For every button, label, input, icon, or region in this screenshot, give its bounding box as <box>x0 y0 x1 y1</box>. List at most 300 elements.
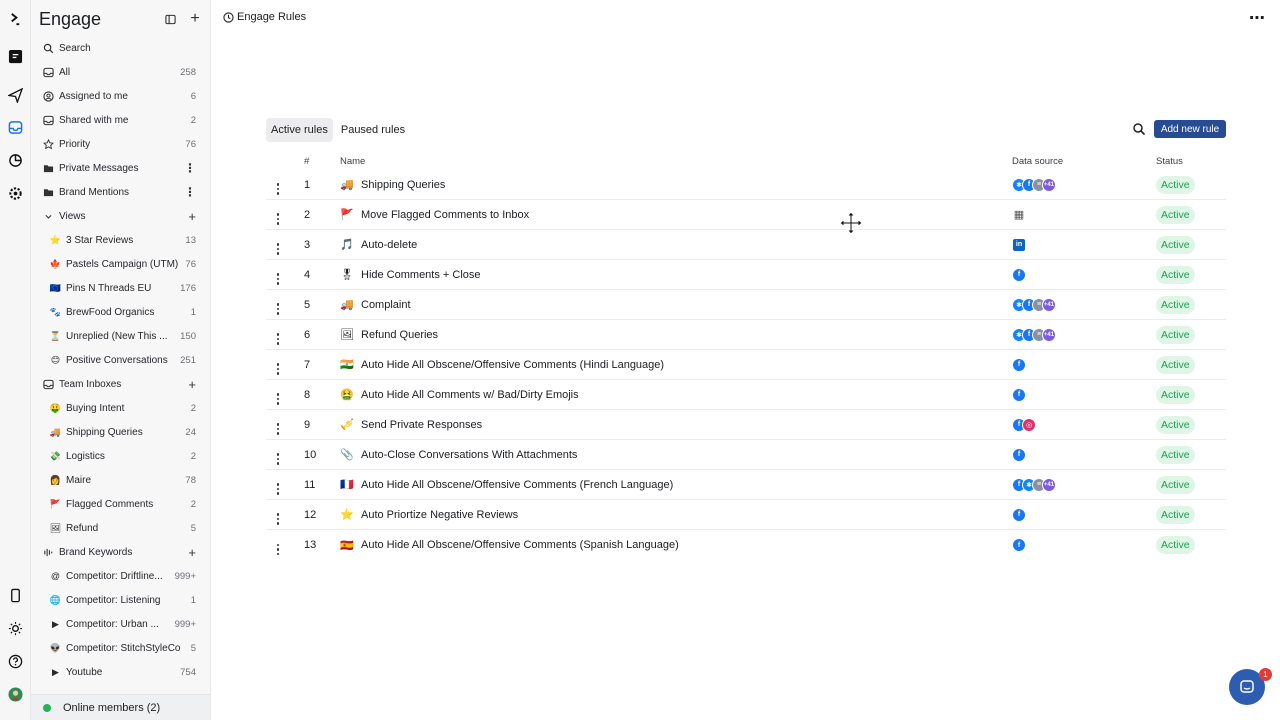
rule-name-cell[interactable] <box>340 238 1012 252</box>
data-source-cell <box>1012 478 1156 492</box>
rules-icon <box>223 12 234 23</box>
status-badge[interactable]: Active <box>1156 506 1195 524</box>
mobile-icon[interactable] <box>6 586 24 604</box>
table-row[interactable] <box>266 350 1226 380</box>
team-item-icon: 👩 <box>49 474 62 485</box>
table-row[interactable] <box>266 530 1226 560</box>
folder-icon <box>43 163 54 174</box>
sidebar-item-search[interactable] <box>31 36 211 60</box>
row-menu-icon[interactable] <box>266 175 290 195</box>
data-source-cell <box>1012 178 1156 192</box>
views-item-icon: 🐾 <box>49 306 62 317</box>
status-cell <box>1156 506 1226 524</box>
settings-icon[interactable] <box>6 184 24 202</box>
sidebar-item-count: 2 <box>190 402 196 414</box>
table-header <box>266 153 1226 170</box>
rules-tabs <box>266 118 413 142</box>
facebook-icon: f <box>1012 508 1026 522</box>
row-menu-icon[interactable] <box>266 355 290 375</box>
sidebar-item-label: Maire <box>66 474 92 486</box>
row-menu-icon[interactable] <box>266 325 290 345</box>
sidebar-item-label: Shipping Queries <box>66 426 143 438</box>
status-badge[interactable]: Active <box>1156 326 1195 344</box>
views-item-icon: ⏳ <box>49 330 62 341</box>
sidebar-item-label: Private Messages <box>59 162 139 174</box>
facebook-icon: f <box>1012 358 1026 372</box>
row-menu-icon[interactable] <box>266 295 290 315</box>
row-menu-icon[interactable] <box>266 205 290 225</box>
rule-name-wrap <box>340 508 1012 522</box>
status-cell <box>1156 476 1226 494</box>
sidebar-section-label: Team Inboxes <box>59 378 122 390</box>
linkedin-icon: in <box>1012 238 1026 252</box>
facebook-icon: f <box>1012 388 1026 402</box>
table-row[interactable] <box>266 500 1226 530</box>
header-status: Status <box>1156 156 1183 167</box>
rule-name-wrap <box>340 328 1012 342</box>
row-menu-icon[interactable] <box>266 235 290 255</box>
rule-name: Complaint <box>361 298 411 311</box>
rule-name-cell[interactable] <box>340 538 1012 552</box>
rule-name-cell[interactable] <box>340 448 1012 462</box>
chevron-down-icon <box>43 211 54 222</box>
add-icon[interactable]: + <box>190 10 200 27</box>
data-source-icons <box>1012 178 1156 192</box>
add-keywords-icon[interactable]: + <box>188 544 196 560</box>
chat-unread-badge: 1 <box>1259 668 1272 681</box>
search-rules-icon[interactable] <box>1132 122 1146 136</box>
sidebar-item-count: 76 <box>185 258 196 270</box>
team-item-icon: 🚩 <box>49 498 62 509</box>
data-source-cell <box>1012 448 1156 462</box>
sidebar-keywords-item[interactable] <box>31 612 211 636</box>
rule-emoji-icon: 🤮 <box>340 389 354 401</box>
search-icon <box>43 43 54 54</box>
facebook-icon: f <box>1022 298 1036 312</box>
row-menu-icon[interactable] <box>266 385 290 405</box>
data-source-cell <box>1012 418 1156 432</box>
row-menu-icon[interactable] <box>266 505 290 525</box>
keywords-item-icon: @ <box>50 571 61 581</box>
user-avatar[interactable] <box>6 685 24 703</box>
sidebar-item-count: 6 <box>190 90 196 102</box>
user-icon <box>43 91 54 102</box>
table-row[interactable] <box>266 290 1226 320</box>
online-members-label: Online members (2) <box>63 701 161 714</box>
rule-name: Refund Queries <box>361 328 439 341</box>
table-row[interactable] <box>266 230 1226 260</box>
sidebar-item-private-messages[interactable] <box>31 156 211 180</box>
send-icon[interactable] <box>6 86 24 104</box>
bluesky-icon: ✱ <box>1012 298 1026 312</box>
data-source-icons <box>1012 388 1156 402</box>
rule-name-cell[interactable] <box>340 388 1012 402</box>
channel-icon: ≡ <box>1032 298 1046 312</box>
sidebar-item-label: Youtube <box>66 666 103 678</box>
keywords-item-icon: 👽 <box>49 642 62 653</box>
data-source-icons <box>1012 328 1156 342</box>
table-row[interactable] <box>266 380 1226 410</box>
status-cell <box>1156 206 1226 224</box>
sidebar-item-shared-with-me[interactable] <box>31 108 211 132</box>
more-sources-badge: +41 <box>1042 328 1056 342</box>
rule-emoji-icon: 🇫🇷 <box>340 479 354 491</box>
sidebar-item-count: 24 <box>185 426 196 438</box>
help-icon[interactable] <box>6 652 24 670</box>
rule-name-wrap <box>340 478 1012 492</box>
status-badge[interactable]: Active <box>1156 356 1195 374</box>
sidebar-keywords-item[interactable] <box>31 636 211 660</box>
status-cell <box>1156 326 1226 344</box>
sidebar-item-label: Refund <box>66 522 99 534</box>
rule-number: 7 <box>304 358 311 371</box>
data-source-cell <box>1012 238 1156 252</box>
sidebar-keywords-item[interactable] <box>31 660 211 684</box>
rule-emoji-icon: 🎖 <box>340 269 354 281</box>
channel-icon: ≡ <box>1032 478 1046 492</box>
icon-rail <box>0 0 31 720</box>
sidebar-team-item[interactable] <box>31 492 211 516</box>
sidebar-item-count: 754 <box>180 666 196 678</box>
rule-name: Auto Priortize Negative Reviews <box>361 508 519 521</box>
chat-icon <box>1239 679 1255 695</box>
facebook-icon: f <box>1012 418 1026 432</box>
sidebar-views-item[interactable] <box>31 276 211 300</box>
sidebar-item-label: Competitor: Driftline... <box>66 570 163 582</box>
sidebar-section-label: Brand Keywords <box>59 546 133 558</box>
table-body <box>266 170 1226 560</box>
rule-name-cell[interactable] <box>340 208 1012 222</box>
rule-emoji-icon: 🇪🇸 <box>340 539 354 552</box>
rule-number: 3 <box>304 238 311 251</box>
rule-emoji-icon: 🚩 <box>340 209 354 221</box>
table-row[interactable] <box>266 410 1226 440</box>
sidebar-item-label: Positive Conversations <box>66 354 168 366</box>
sidebar-keywords-item[interactable] <box>31 588 211 612</box>
online-status-dot <box>43 704 51 712</box>
data-source-icons <box>1012 208 1156 222</box>
sidebar-item-label: Unreplied (New This ... <box>66 330 168 342</box>
bluesky-icon: ✱ <box>1012 178 1026 192</box>
rule-emoji-icon: 📎 <box>340 449 354 461</box>
add-new-rule-button[interactable]: Add new rule <box>1154 120 1226 138</box>
views-item-icon: ⭐ <box>49 234 62 245</box>
instagram-icon: ◎ <box>1022 418 1036 432</box>
row-menu-icon[interactable] <box>266 265 290 285</box>
publish-icon[interactable] <box>6 47 24 65</box>
sidebar-item-label: Competitor: Urban ... <box>66 618 159 630</box>
status-badge[interactable]: Active <box>1156 476 1195 494</box>
rule-name-wrap <box>340 268 1012 282</box>
online-members[interactable] <box>31 694 211 720</box>
sidebar-item-count: 78 <box>185 474 196 486</box>
sidebar-item-label: Pins N Threads EU <box>66 282 152 294</box>
page-title: Engage Rules <box>237 11 307 23</box>
team-item-icon: 🤑 <box>49 402 62 413</box>
rule-name-wrap <box>340 208 1012 222</box>
sidebar <box>31 0 211 720</box>
data-source-icons <box>1012 448 1156 462</box>
rule-number: 11 <box>304 478 316 491</box>
sidebar-team-item[interactable] <box>31 396 211 420</box>
rule-number: 2 <box>304 208 311 221</box>
rule-name-wrap <box>340 418 1012 432</box>
logo-icon[interactable] <box>6 10 24 28</box>
sidebar-views-item[interactable] <box>31 252 211 276</box>
rule-name-cell[interactable] <box>340 298 1012 312</box>
rule-name-cell[interactable] <box>340 478 1012 492</box>
channel-icon: ≡ <box>1032 178 1046 192</box>
sidebar-item-count: 5 <box>190 642 196 654</box>
inbox-icon <box>43 67 54 78</box>
rule-emoji-icon: 🇮🇳 <box>340 359 354 371</box>
rule-name: Auto-delete <box>361 238 418 251</box>
sidebar-item-count: 251 <box>180 354 196 366</box>
data-source-icons <box>1012 418 1156 432</box>
sidebar-item-count: 2 <box>190 498 196 510</box>
status-cell <box>1156 356 1226 374</box>
inbox-icon <box>43 115 54 126</box>
sidebar-item-brand-mentions[interactable] <box>31 180 211 204</box>
rule-number: 12 <box>304 508 317 521</box>
status-badge[interactable]: Active <box>1156 266 1195 284</box>
rule-number: 4 <box>304 268 311 281</box>
breadcrumb <box>223 11 306 23</box>
rule-number: 13 <box>304 539 317 551</box>
sidebar-item-assigned-to-me[interactable] <box>31 84 211 108</box>
sidebar-item-priority[interactable] <box>31 132 211 156</box>
engage-inbox-icon[interactable] <box>6 118 24 136</box>
rule-name: Hide Comments + Close <box>361 268 481 281</box>
sidebar-item-label: BrewFood Organics <box>66 306 155 318</box>
data-source-icons <box>1012 298 1156 312</box>
sidebar-item-all[interactable] <box>31 60 211 84</box>
rule-name-cell[interactable] <box>340 268 1012 282</box>
rule-number: 5 <box>304 298 311 311</box>
rule-name-wrap <box>340 358 1012 372</box>
move-cursor-icon <box>839 211 863 235</box>
sidebar-item-count: 5 <box>190 522 196 534</box>
keywords-item-icon: ▶ <box>52 618 59 629</box>
analytics-icon[interactable] <box>6 151 24 169</box>
rule-name-cell[interactable] <box>340 418 1012 432</box>
data-source-icons <box>1012 268 1156 282</box>
sidebar-item-label: 3 Star Reviews <box>66 234 134 246</box>
data-source-cell <box>1012 328 1156 342</box>
rule-name-cell[interactable] <box>340 328 1012 342</box>
status-cell <box>1156 176 1226 194</box>
row-menu-icon[interactable] <box>266 415 290 435</box>
tab-active-rules[interactable]: Active rules <box>266 118 333 142</box>
rule-name-cell[interactable] <box>340 178 1012 192</box>
status-badge[interactable]: Active <box>1156 416 1195 434</box>
sidebar-item-count: 176 <box>180 282 196 294</box>
table-row[interactable] <box>266 260 1226 290</box>
sidebar-team-item[interactable] <box>31 444 211 468</box>
sidebar-item-label: Brand Mentions <box>59 186 130 198</box>
data-source-cell <box>1012 538 1156 552</box>
table-row[interactable] <box>266 440 1226 470</box>
sidebar-team-item[interactable] <box>31 468 211 492</box>
sidebar-item-count: 2 <box>190 450 196 462</box>
sidebar-item-label: Shared with me <box>59 114 129 126</box>
item-menu-icon[interactable]: ⋮ <box>184 161 196 175</box>
rule-number: 10 <box>304 448 317 461</box>
building-icon: ▦ <box>1013 209 1025 221</box>
sidebar-section-keywords[interactable] <box>31 540 211 564</box>
sidebar-item-label: Competitor: StitchStyleCo <box>66 642 181 654</box>
data-source-cell <box>1012 208 1156 222</box>
rule-name-wrap <box>340 538 1012 552</box>
team-item-icon: 💸 <box>49 450 62 461</box>
rule-name-cell[interactable] <box>340 508 1012 522</box>
theme-sun-icon[interactable] <box>6 619 24 637</box>
table-row[interactable] <box>266 170 1226 200</box>
facebook-icon: f <box>1012 478 1026 492</box>
sidebar-keywords-item[interactable] <box>31 564 211 588</box>
sidebar-item-label: All <box>59 66 71 78</box>
channel-icon: ≡ <box>1032 328 1046 342</box>
status-badge[interactable]: Active <box>1156 236 1195 254</box>
data-source-icons <box>1012 238 1156 252</box>
folder-icon <box>43 187 54 198</box>
rule-name: Auto Hide All Obscene/Offensive Comments (French Language) <box>361 478 674 491</box>
sidebar-item-label: Logistics <box>66 450 105 462</box>
sidebar-item-label: Search <box>59 42 91 54</box>
rule-emoji-icon: 🎺 <box>340 419 354 431</box>
rule-emoji-icon: 🎵 <box>340 239 354 251</box>
status-badge[interactable]: Active <box>1156 176 1195 194</box>
sidebar-item-count: 999+ <box>174 618 196 630</box>
bluesky-icon: ✱ <box>1012 328 1026 342</box>
status-cell <box>1156 416 1226 434</box>
facebook-icon: f <box>1022 328 1036 342</box>
table-row[interactable] <box>266 470 1226 500</box>
data-source-cell <box>1012 358 1156 372</box>
rule-name-wrap <box>340 388 1012 402</box>
data-source-cell <box>1012 508 1156 522</box>
sidebar-item-label: Competitor: Listening <box>66 594 161 606</box>
data-source-icons <box>1012 508 1156 522</box>
rule-number: 8 <box>304 388 311 401</box>
team-item-icon: 🖼 <box>49 522 62 533</box>
sidebar-views-item[interactable] <box>31 324 211 348</box>
rule-name-wrap <box>340 178 1012 192</box>
sidebar-views-item[interactable] <box>31 300 211 324</box>
rule-number: 9 <box>304 418 311 431</box>
rule-emoji-icon: 🚚 <box>340 179 354 191</box>
facebook-icon: f <box>1022 178 1036 192</box>
bluesky-icon: ✱ <box>1022 478 1036 492</box>
sidebar-item-count: 76 <box>185 138 196 150</box>
views-item-icon: 😊 <box>50 354 61 365</box>
sidebar-item-label: Priority <box>59 138 91 150</box>
status-cell <box>1156 536 1226 554</box>
row-menu-icon[interactable] <box>266 535 290 555</box>
views-item-icon: 🇪🇺 <box>49 282 62 293</box>
keywords-item-icon: 🌐 <box>49 594 62 605</box>
status-cell <box>1156 296 1226 314</box>
sidebar-item-count: 2 <box>190 114 196 126</box>
rule-number: 6 <box>304 328 311 341</box>
status-badge[interactable]: Active <box>1156 446 1195 464</box>
status-badge[interactable]: Active <box>1156 386 1195 404</box>
rule-name-wrap <box>340 448 1012 462</box>
status-cell <box>1156 266 1226 284</box>
data-source-cell <box>1012 268 1156 282</box>
views-item-icon: 🍁 <box>49 258 62 269</box>
data-source-icons <box>1012 358 1156 372</box>
sidebar-item-count: 1 <box>190 594 196 606</box>
sidebar-item-label: Assigned to me <box>59 90 128 102</box>
header-name: Name <box>340 156 366 167</box>
sidebar-item-count: 13 <box>185 234 196 246</box>
inbox-icon <box>43 379 54 390</box>
data-source-icons <box>1012 478 1156 492</box>
rule-name: Shipping Queries <box>361 178 446 191</box>
sidebar-item-label: Pastels Campaign (UTM) <box>66 258 179 270</box>
team-item-icon: 🚚 <box>49 426 62 437</box>
data-source-icons <box>1012 538 1156 552</box>
status-cell <box>1156 446 1226 464</box>
rule-emoji-icon: 🖼 <box>340 329 354 341</box>
sidebar-section-label: Views <box>59 210 86 222</box>
status-badge[interactable]: Active <box>1156 536 1195 554</box>
sidebar-views-item[interactable] <box>31 228 211 252</box>
rule-name: Auto Hide All Comments w/ Bad/Dirty Emojis <box>361 388 579 401</box>
tab-paused-rules[interactable]: Paused rules <box>340 124 406 136</box>
table-row[interactable] <box>266 320 1226 350</box>
sidebar-item-label: Flagged Comments <box>66 498 154 510</box>
row-menu-icon[interactable] <box>266 445 290 465</box>
sidebar-team-item[interactable] <box>31 516 211 540</box>
rule-emoji-icon: ⭐ <box>340 509 354 521</box>
sidebar-section-views[interactable] <box>31 204 211 228</box>
rule-name: Auto-Close Conversations With Attachments <box>361 448 578 461</box>
status-badge[interactable]: Active <box>1156 206 1195 224</box>
header-data-source: Data source <box>1012 156 1064 167</box>
sidebar-section-team[interactable] <box>31 372 211 396</box>
rule-name-cell[interactable] <box>340 358 1012 372</box>
more-sources-badge: +41 <box>1042 298 1056 312</box>
collapse-sidebar-icon[interactable] <box>162 11 178 27</box>
sidebar-item-count: 150 <box>180 330 196 342</box>
data-source-cell <box>1012 388 1156 402</box>
sidebar-item-count: 999+ <box>174 570 196 582</box>
facebook-icon: f <box>1012 448 1026 462</box>
add-views-icon[interactable]: + <box>188 208 196 224</box>
sidebar-team-item[interactable] <box>31 420 211 444</box>
rule-name: Auto Hide All Obscene/Offensive Comments (Hindi Language) <box>361 358 665 371</box>
sidebar-views-item[interactable] <box>31 348 211 372</box>
add-team-icon[interactable]: + <box>188 376 196 392</box>
sidebar-item-count: 258 <box>180 66 196 78</box>
status-badge[interactable]: Active <box>1156 296 1195 314</box>
more-options-icon[interactable]: ⋯ <box>1249 10 1266 27</box>
rule-name: Move Flagged Comments to Inbox <box>361 208 530 221</box>
item-menu-icon[interactable]: ⋮ <box>184 185 196 199</box>
waveform-icon <box>43 547 54 558</box>
more-sources-badge: +41 <box>1042 178 1056 192</box>
table-row[interactable] <box>266 200 1226 230</box>
rules-table <box>266 153 1226 560</box>
facebook-icon: f <box>1012 268 1026 282</box>
data-source-cell <box>1012 298 1156 312</box>
row-menu-icon[interactable] <box>266 475 290 495</box>
rule-name: Send Private Responses <box>361 418 483 431</box>
rule-name-wrap <box>340 298 1012 312</box>
sidebar-title: Engage <box>39 8 102 29</box>
